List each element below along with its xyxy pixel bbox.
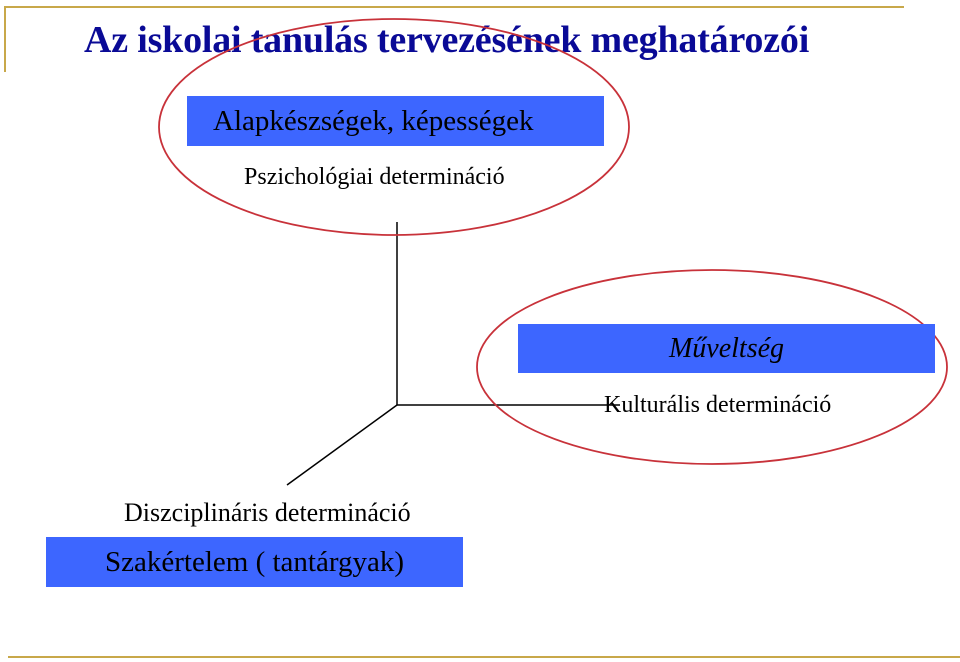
psychological-caption: Pszichológiai determináció (244, 164, 505, 190)
skills-box-label: Alapkészségek, képességek (213, 104, 534, 137)
literacy-box-label: Műveltség (668, 332, 785, 364)
literacy-box (518, 324, 935, 373)
diagonal-axis (287, 405, 397, 485)
expertise-box (46, 537, 463, 587)
skills-box (187, 96, 604, 146)
disciplinary-caption: Diszciplináris determináció (124, 498, 411, 527)
expertise-box-label: Szakértelem ( tantárgyak) (105, 545, 404, 578)
cultural-caption: Kulturális determináció (604, 392, 832, 418)
slide-title: Az iskolai tanulás tervezésének meghatározói (84, 19, 810, 61)
